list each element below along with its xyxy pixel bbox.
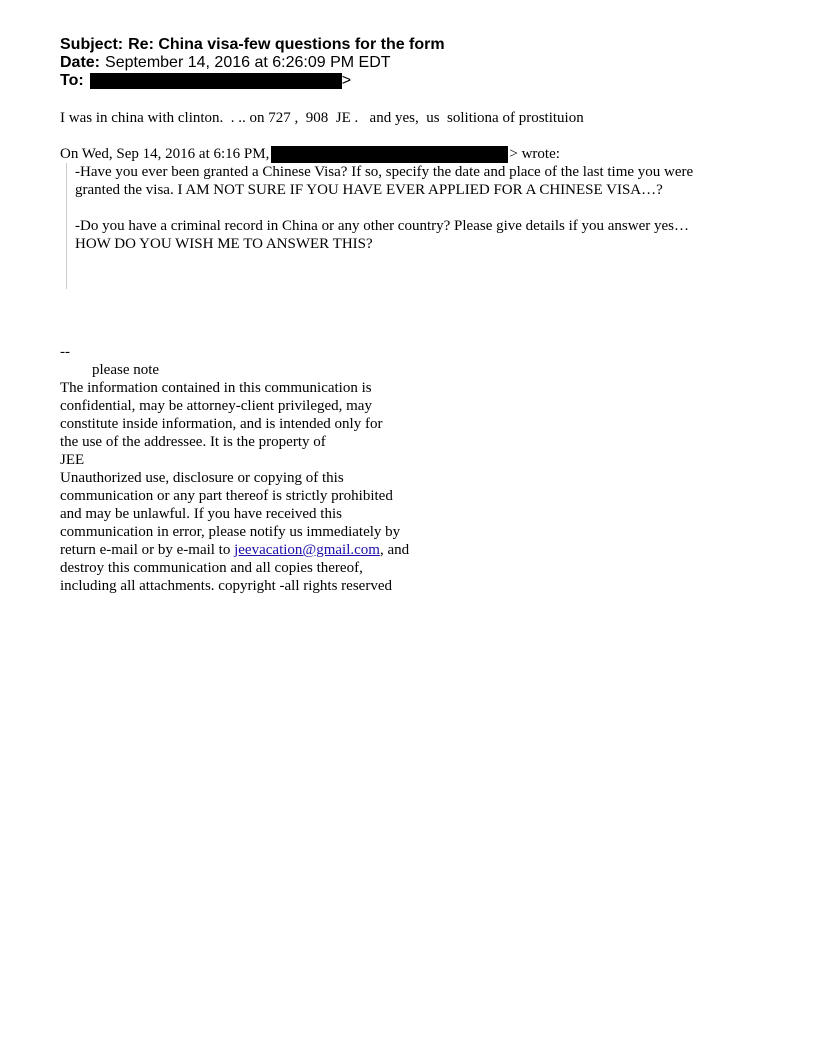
disclaimer-line: and may be unlawful. If you have received this bbox=[60, 506, 342, 522]
redaction-bar bbox=[90, 73, 342, 89]
disclaimer-line: the use of the addressee. It is the property of bbox=[60, 434, 326, 450]
email-link[interactable]: jeevacation@gmail.com bbox=[234, 542, 380, 558]
subject-value: Re: China visa-few questions for the form bbox=[128, 36, 445, 53]
disclaimer-line: confidential, may be attorney-client privileged, may bbox=[60, 398, 372, 414]
email-header bbox=[60, 36, 445, 90]
quoted-line: granted the visa. I AM NOT SURE IF YOU HAVE EVER APPLIED FOR A CHINESE VISA…? bbox=[75, 182, 663, 198]
date-row bbox=[60, 54, 445, 72]
disclaimer-line: communication or any part thereof is strictly prohibited bbox=[60, 488, 393, 504]
quoted-line: HOW DO YOU WISH ME TO ANSWER THIS? bbox=[75, 236, 373, 252]
date-label: Date: bbox=[60, 54, 101, 71]
signature-note: please note bbox=[92, 362, 160, 378]
to-label: To: bbox=[60, 72, 84, 89]
disclaimer-line: destroy this communication and all copies thereof, bbox=[60, 560, 363, 576]
disclaimer-email-line bbox=[60, 541, 480, 559]
disclaimer-line: The information contained in this communication is bbox=[60, 380, 372, 396]
reply-body: I was in china with clinton. . .. on 727 , 908 JE . and yes, us solitiona of prostituion bbox=[60, 110, 584, 126]
to-row bbox=[60, 72, 445, 90]
disclaimer-line: Unauthorized use, disclosure or copying of this bbox=[60, 470, 344, 486]
redaction-bar bbox=[271, 146, 508, 163]
quote-intro bbox=[60, 145, 560, 163]
quote-intro-prefix: On Wed, Sep 14, 2016 at 6:16 PM, bbox=[60, 146, 270, 162]
disclaimer-line: including all attachments. copyright -all rights reserved bbox=[60, 578, 392, 594]
quoted-line: -Do you have a criminal record in China or any other country? Please give details if you answer yes… bbox=[75, 218, 689, 234]
disclaimer-line: communication in error, please notify us immediately by bbox=[60, 524, 401, 540]
email-suffix: , and bbox=[379, 542, 410, 558]
signature-separator: -- bbox=[60, 344, 70, 360]
quoted-message bbox=[66, 163, 765, 289]
date-value: September 14, 2016 at 6:26:09 PM EDT bbox=[105, 54, 391, 71]
quote-intro-suffix: > wrote: bbox=[509, 146, 560, 162]
email-prefix: return e-mail or by e-mail to bbox=[60, 542, 235, 558]
disclaimer-line: constitute inside information, and is intended only for bbox=[60, 416, 383, 432]
subject-label: Subject: bbox=[60, 36, 124, 53]
signature-block bbox=[60, 343, 480, 595]
quoted-line: -Have you ever been granted a Chinese Visa? If so, specify the date and place of the last time you were bbox=[75, 164, 694, 180]
subject-row bbox=[60, 36, 445, 54]
disclaimer-line: JEE bbox=[60, 452, 85, 468]
to-suffix: > bbox=[341, 72, 352, 89]
